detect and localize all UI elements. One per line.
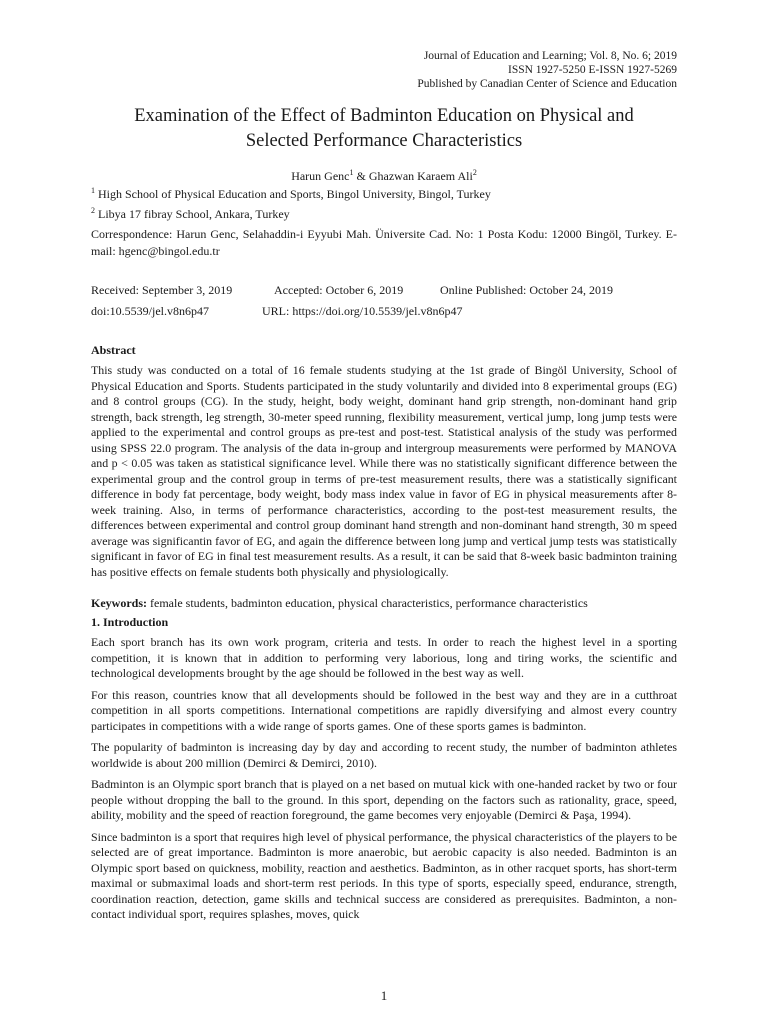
intro-paragraph-5: Since badminton is a sport that requires high level of physical performance, the physical characteristics of the players to be selected are of great importance. Badminton is more anaerobic, but aerobic capacity is also needed. Badminton is an Olympic sport based on quickness, mobility, reaction and aesthetics. Badminton, as in other racquet sports, has short-term maximal or submaximal loads and short-term rest periods. In this type of sports, especially speed, endurance, strength, coordination reaction, detection, game skills and technical success are considered as prerequisites. Badminton, a non-contact individual sport, requires splashes, moves, quick: [91, 829, 677, 921]
doi-url[interactable]: URL: https://doi.org/10.5539/jel.v8n6p47: [262, 304, 463, 318]
keywords-list: female students, badminton education, physical characteristics, performance characteristics: [147, 596, 588, 610]
affiliation-1-text: High School of Physical Education and Sports, Bingol University, Bingol, Turkey: [95, 187, 491, 201]
correspondence: Correspondence: Harun Genc, Selahaddin-i Eyyubi Mah. Üniversite Cad. No: 1 Posta Kodu: 12000 Bingöl, Turkey. E-mail: hgenc@bingol.edu.tr: [91, 227, 677, 258]
abstract-text: [91, 363, 677, 586]
introduction-body: [91, 635, 677, 929]
intro-paragraph-4: Badminton is an Olympic sport branch that is played on a net based on mutual kick with one-handed racket by two or four people without dropping the ball to the ground. In this sport, depending on the factors such as rationality, grace, speed, ability, mobility and the speed of reaction foreground, the game becomes very enjoyable (Demirci & Paşa, 1994).: [91, 777, 677, 822]
page-number: 1: [380, 988, 388, 1003]
intro-paragraph-3: The popularity of badminton is increasing day by day and according to recent study, the number of badminton athletes worldwide is about 200 million (Demirci & Demirci, 2010).: [91, 740, 677, 770]
author-list: [0, 169, 768, 184]
intro-paragraph-2: For this reason, countries know that all developments should be followed in the best way and they are in a cutthroat competition in all sports competitions. International competitions are rapidly diversifying and almost every country participates in competitions with a wide range of sports games. One of these sports games is badminton.: [91, 687, 677, 733]
author-2: Ghazwan Karaem Ali: [368, 169, 473, 183]
affiliation-2-mark: 2: [91, 206, 95, 215]
author-1-affil-mark: 1: [349, 168, 354, 177]
author-1: Harun Genc: [291, 169, 350, 183]
author-2-affil-mark: 2: [472, 168, 477, 177]
online-date: Online Published: October 24, 2019: [440, 283, 613, 297]
abstract-paragraph: This study was conducted on a total of 16 female students studying at the 1st grade of Bingöl University, School of Physical Education and Sports. Students participated in the study voluntarily and divided into 8 experimental groups (EG) and 8 control groups (CG). In the study, height, body weight, dominant hand grip strength, non-dominant hand grip strength, back strength, leg strength, 30-meter speed running, flexibility measurement, vertical jump, long jump tests were applied to the experimental and control groups as pre-test and post-test. Statistical analysis of the study was performed using SPSS 22.0 program. The analysis of the data in-group and intergroup measurements were performed by MANOVA and p < 0.05 was taken as statistical significance level. While there was no statistically significant difference between the experimental group and the control group in terms of pre-test measurement results, there was a statistically significant difference in body fat percentage, body weight, body mass index value in favor of EG in physical measurements after 8-week training. Also, in terms of performance characteristics, according to the post-test measurement results, the differences between experimental and control group dominant hand strength and non-dominant hand strength, 30 m speed average was significantin favor of EG, and again the difference between long jump and vertical jump tests was statistically significant in favor of EG in final test measurement results. As a result, it can be said that 8-week basic badminton training has positive effects on female students both physically and physiologically.: [91, 363, 677, 579]
journal-issn: ISSN 1927-5250 E-ISSN 1927-5269: [508, 64, 677, 76]
received-date: Received: September 3, 2019: [91, 283, 233, 297]
author-separator: &: [353, 169, 369, 183]
affiliation-1: [91, 186, 491, 202]
paper-title: [60, 104, 708, 154]
keywords: [91, 596, 711, 611]
intro-paragraph-1: Each sport branch has its own work program, criteria and tests. In order to reach the highest level in a sporting competition, it is known that in addition to performing very laborious, long and tiring works, the scientific and technological developments brought by the age should be followed in the best way as well.: [91, 635, 677, 680]
title-line-1: Examination of the Effect of Badminton Education on Physical and: [134, 106, 634, 126]
affiliation-2-text: Libya 17 fibray School, Ankara, Turkey: [95, 207, 290, 221]
title-line-2: Selected Performance Characteristics: [245, 131, 523, 151]
section-heading-introduction: 1. Introduction: [91, 615, 169, 629]
journal-name: Journal of Education and Learning; Vol. 8, No. 6; 2019: [423, 50, 677, 62]
doi: doi:10.5539/jel.v8n6p47: [91, 304, 209, 318]
accepted-date: Accepted: October 6, 2019: [274, 283, 404, 297]
affiliation-1-mark: 1: [91, 186, 95, 195]
affiliation-2: [91, 206, 290, 222]
journal-header: [417, 49, 677, 91]
abstract-heading: Abstract: [91, 343, 136, 357]
keywords-label: Keywords:: [91, 596, 147, 610]
journal-publisher: Published by Canadian Center of Science and Education: [417, 78, 677, 90]
